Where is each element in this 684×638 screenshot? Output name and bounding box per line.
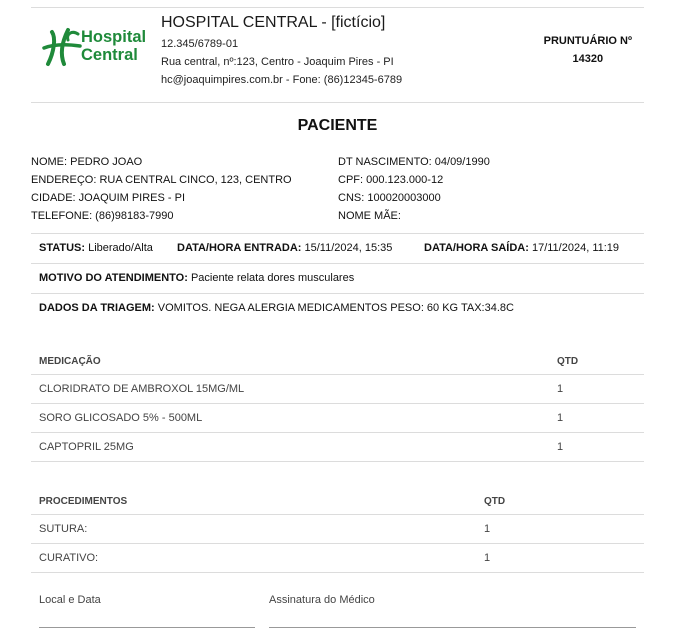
medicacao-qtd-header: QTD [549,348,644,375]
medicacao-table [31,348,644,462]
triagem-label: DADOS DA TRIAGEM: [39,302,155,314]
procedimentos-header: PROCEDIMENTOS [31,488,476,515]
entrada-value: 15/11/2024, 15:35 [304,242,393,254]
procedimento-qtd: 1 [476,544,644,573]
patient-phone: TELEFONE: (86)98183-7990 [31,210,174,222]
patient-col-right [338,153,490,225]
status-row [31,233,644,263]
hospital-name: HOSPITAL CENTRAL - [fictício] [161,14,386,31]
patient-birthdate: DT NASCIMENTO: 04/09/1990 [338,156,490,168]
medicacao-name: SORO GLICOSADO 5% - 500ML [31,404,549,433]
entrada-label: DATA/HORA ENTRADA: [177,242,302,254]
triagem-row [31,293,644,323]
prontuario-label: PRUNTUÁRIO Nº [543,35,632,47]
assinatura-medico-label: Assinatura do Médico [269,594,375,606]
medicacao-header-row [31,348,644,375]
medicacao-qtd: 1 [549,375,644,404]
table-row [31,433,644,462]
table-row [31,544,644,573]
saida-value: 17/11/2024, 11:19 [531,242,620,254]
procedimento-name: SUTURA: [31,515,476,544]
logo-word2: Central [81,46,138,64]
assinatura-line [269,627,636,628]
document-page [31,7,644,573]
hospital-cnpj: 12.345/6789-01 [161,38,239,50]
medicacao-qtd: 1 [549,433,644,462]
motivo-value: Paciente relata dores musculares [190,272,355,284]
patient-cns: CNS: 100020003000 [338,192,441,204]
patient-mother: NOME MÃE: [338,210,401,222]
motivo-row [31,263,644,293]
triagem-value: VOMITOS. NEGA ALERGIA MEDICAMENTOS PESO: 60 KG TAX:34.8C [157,302,514,314]
procedimento-name: CURATIVO: [31,544,476,573]
section-title: PACIENTE [297,117,378,134]
saida-label: DATA/HORA SAÍDA: [424,242,529,254]
logo-wordmark [81,28,146,64]
patient-info [31,153,644,233]
table-row [31,515,644,544]
procedimentos-header-row [31,488,644,515]
header-divider [31,102,644,103]
prontuario-box [544,32,632,68]
local-data-line [39,627,255,628]
hospital-contact: hc@joaquimpires.com.br - Fone: (86)12345-6789 [161,74,403,86]
patient-col-left [31,153,292,225]
patient-name: NOME: PEDRO JOAO [31,156,143,168]
table-row [31,404,644,433]
patient-cpf: CPF: 000.123.000-12 [338,174,444,186]
medicacao-header: MEDICAÇÃO [31,348,549,375]
hospital-address: Rua central, nº:123, Centro - Joaquim Pires - PI [161,56,394,68]
patient-address: ENDEREÇO: RUA CENTRAL CINCO, 123, CENTRO [31,174,292,186]
prontuario-number: 14320 [572,53,604,65]
medicacao-qtd: 1 [549,404,644,433]
table-row [31,375,644,404]
procedimentos-table [31,488,644,573]
medicacao-name: CAPTOPRIL 25MG [31,433,549,462]
logo-word1: Hospital [81,28,147,46]
procedimento-qtd: 1 [476,515,644,544]
hospital-header [31,8,644,102]
hospital-logo [38,24,150,70]
hc-logo-icon [38,24,84,70]
hospital-info [161,14,402,89]
status-value: Liberado/Alta [88,242,153,254]
local-data-label: Local e Data [39,594,101,606]
procedimentos-qtd-header: QTD [476,488,644,515]
motivo-label: MOTIVO DO ATENDIMENTO: [39,272,188,284]
patient-city: CIDADE: JOAQUIM PIRES - PI [31,192,186,204]
status-label: STATUS: [39,242,86,254]
medicacao-name: CLORIDRATO DE AMBROXOL 15MG/ML [31,375,549,404]
